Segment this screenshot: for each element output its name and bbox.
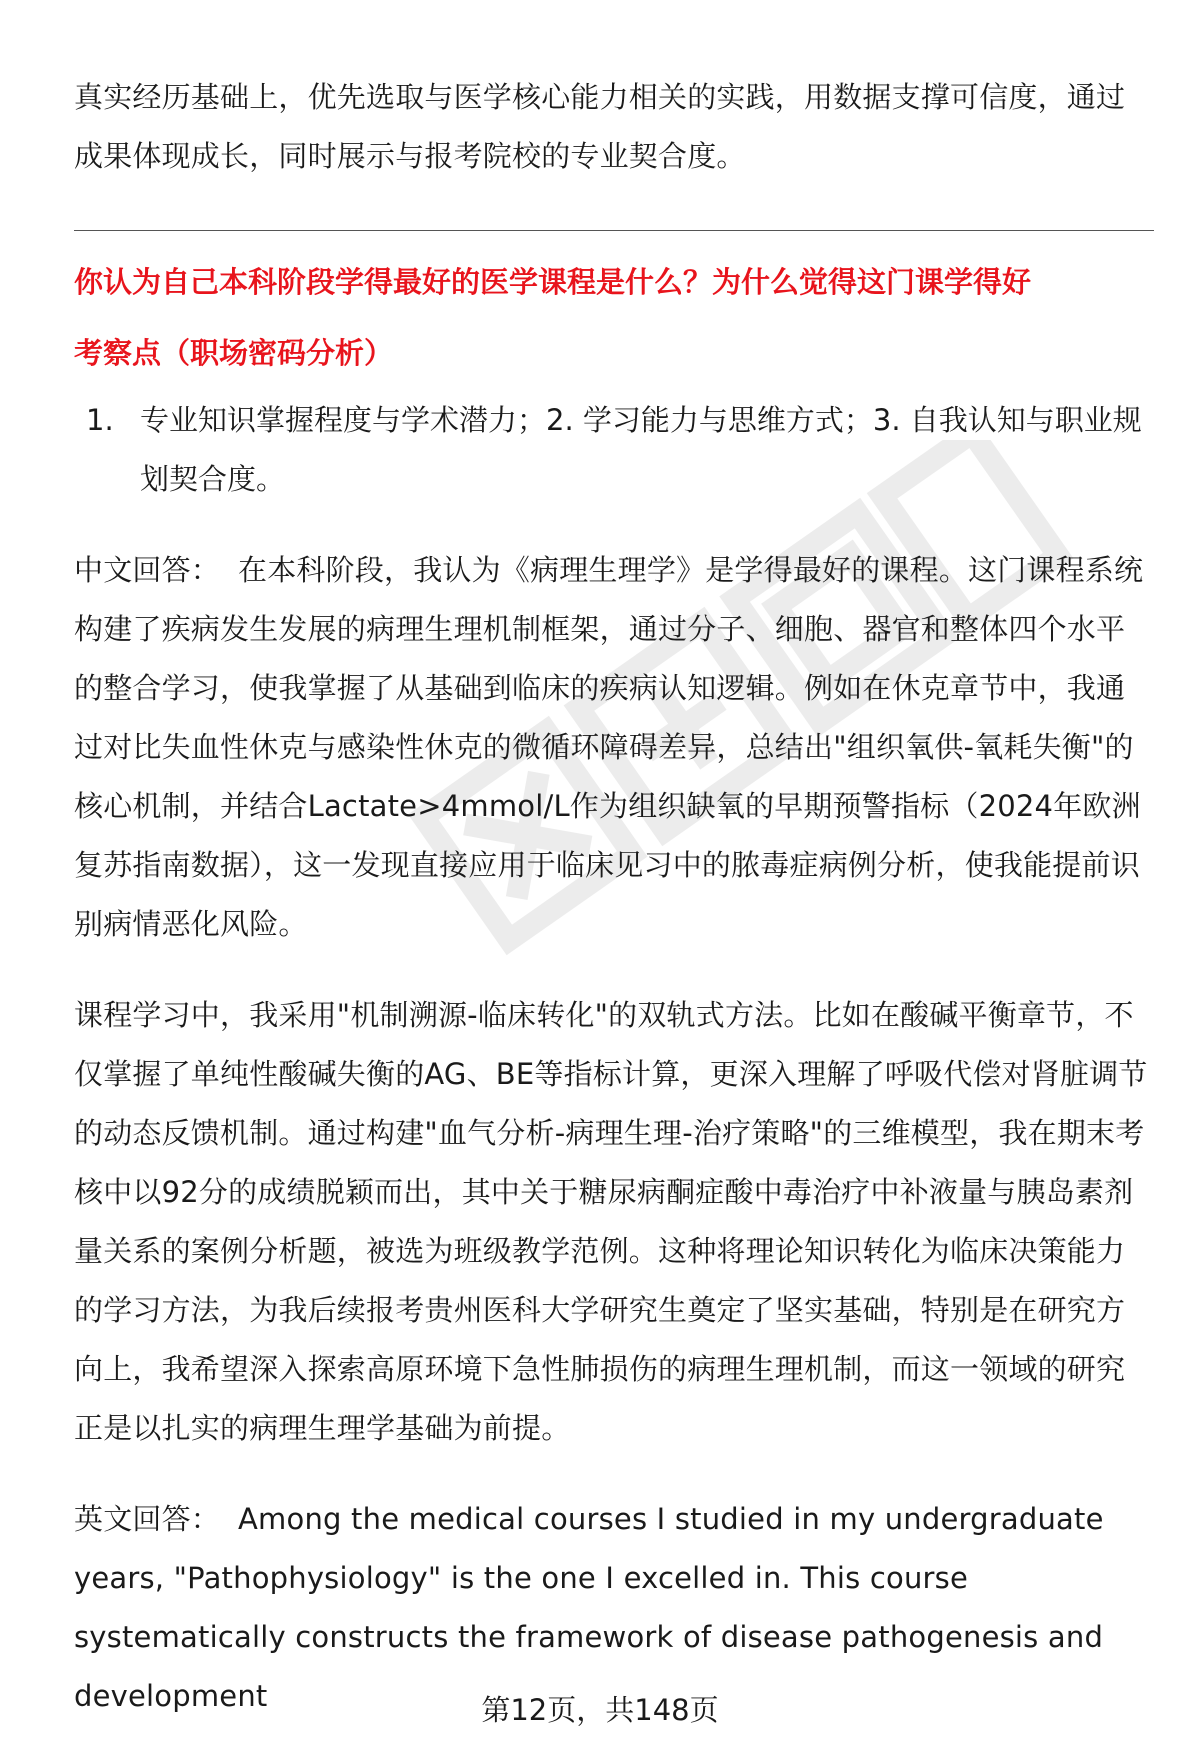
english-answer-label: 英文回答： [74, 1502, 221, 1536]
list-item [74, 391, 1154, 509]
intro-paragraph: 真实经历基础上，优先选取与医学核心能力相关的实践，用数据支撑可信度，通过成果体现成长，同时展示与报考院校的专业契合度。 [74, 80, 1126, 173]
question-heading: 你认为自己本科阶段学得最好的医学课程是什么？为什么觉得这门课学得好 [74, 265, 1032, 299]
section-divider [74, 230, 1154, 231]
page-content [74, 68, 1154, 1758]
assessment-points-heading: 考察点（职场密码分析） [74, 336, 394, 370]
english-answer-text: Among the medical courses I studied in my undergraduate years, "Pathophysiology" is the one I excelled in. This course systematically constructs the framework of disease pathogenesis and development [74, 1502, 1104, 1713]
chinese-answer-paragraph-2: 课程学习中，我采用"机制溯源-临床转化"的双轨式方法。比如在酸碱平衡章节，不仅掌握了单纯性酸碱失衡的AG、BE等指标计算，更深入理解了呼吸代偿对肾脏调节的动态反馈机制。通过构建"血气分析-病理生理-治疗策略"的三维模型，我在期末考核中以92分的成绩脱颖而出，其中关于糖尿病酮症酸中毒治疗中补液量与胰岛素剂量关系的案例分析题，被选为班级教学范例。这种将理论知识转化为临床决策能力的学习方法，为我后续报考贵州医科大学研究生奠定了坚实基础，特别是在研究方向上，我希望深入探索高原环境下急性肺损伤的病理生理机制，而这一领域的研究正是以扎实的病理生理学基础为前提。 [74, 998, 1148, 1445]
list-text: 专业知识掌握程度与学术潜力；2. 学习能力与思维方式；3. 自我认知与职业规划契合度。 [140, 403, 1142, 496]
chinese-answer-label: 中文回答： [74, 553, 221, 587]
page-number-footer: 第12页，共148页 [481, 1693, 719, 1727]
chinese-answer-text-1: 在本科阶段，我认为《病理生理学》是学得最好的课程。这门课程系统构建了疾病发生发展的病理生理机制框架，通过分子、细胞、器官和整体四个水平的整合学习，使我掌握了从基础到临床的疾病认知逻辑。例如在休克章节中，我通过对比失血性休克与感染性休克的微循环障碍差异，总结出"组织氧供-氧耗失衡"的核心机制，并结合Lactate>4mmol/L作为组织缺氧的早期预警指标（2024年欧洲复苏指南数据），这一发现直接应用于临床见习中的脓毒症病例分析，使我能提前识别病情恶化风险。 [74, 553, 1144, 941]
list-number: 1. [86, 403, 114, 437]
chinese-answer-paragraph-1 [74, 541, 1154, 954]
